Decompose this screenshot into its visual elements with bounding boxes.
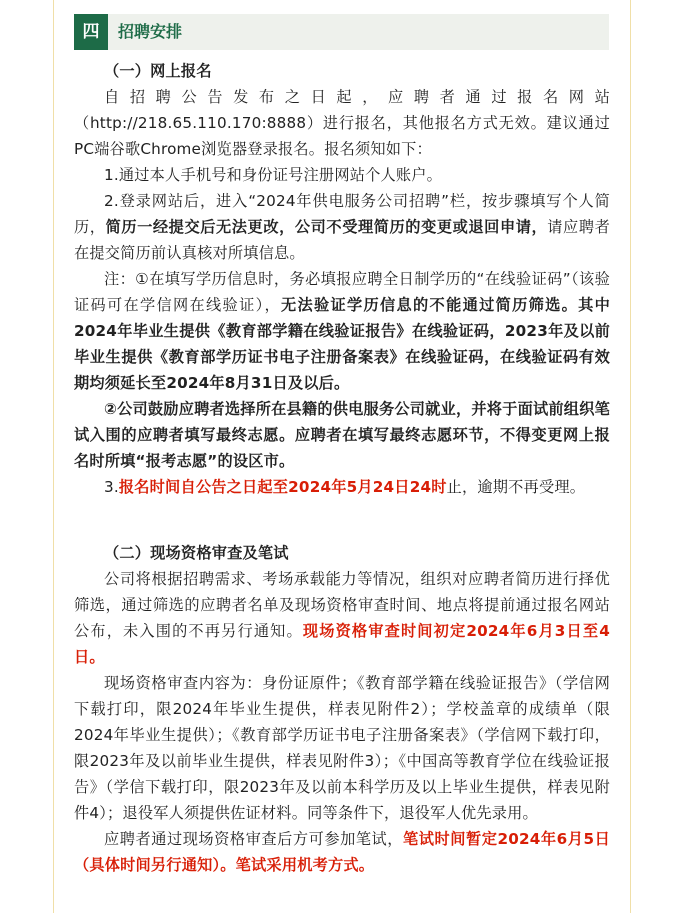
spacer bbox=[74, 526, 610, 540]
paragraph-item-2 bbox=[74, 188, 610, 266]
paragraph-note-2: ②公司鼓励应聘者选择所在县籍的供电服务公司就业，并将于面试前组织笔试入围的应聘者填写最终志愿。应聘者在填写最终志愿环节，不得变更网上报名时所填“报考志愿”的设区市。 bbox=[74, 400, 610, 470]
paragraph-note-1 bbox=[74, 266, 610, 396]
screening-text: 公司将根据招聘需求、考场承载能力等情况，组织对应聘者简历进行择优筛选，通过筛选的应聘者名单及现场资格审查时间、地点将提前通过报名网站公布，未入围的不再另行通知。 bbox=[74, 570, 610, 640]
paragraph-item-1: 1.通过本人手机号和身份证号注册网站个人账户。 bbox=[104, 166, 443, 184]
section-header bbox=[74, 14, 609, 50]
note-1-text: 注：①在填写学历信息时，务必填报应聘全日制学历的“在线验证码”（该验证码可在学信网在线验证）， bbox=[74, 270, 610, 314]
section-number-badge: 四 bbox=[74, 14, 108, 50]
paragraph-review-contents: 现场资格审查内容为：身份证原件；《教育部学籍在线验证报告》（学信网下载打印，限2024年毕业生提供，样表见附件2）；学校盖章的成绩单（限2024年毕业生提供）；《教育部学历证书电子注册备案表》（学信网下载打印，限2023年及以前毕业生提供，样表见附件3）；《中国高等教育学位在线验证报告》（学信下载打印，限2023年及以前本科学历及以上毕业生提供，样表见附件4）；退役军人须提供佐证材料。同等条件下，退役军人优先录用。 bbox=[74, 674, 610, 822]
spacer bbox=[74, 500, 610, 526]
item-2-bold: 简历一经提交后无法更改，公司不受理简历的变更或退回申请， bbox=[105, 218, 548, 236]
exam-text: 应聘者通过现场资格审查后方可参加笔试， bbox=[104, 830, 404, 848]
registration-deadline: 报名时间自公告之日起至2024年5月24日24时 bbox=[118, 478, 447, 496]
item-2-tail: 请应聘者在提交简历前认真核对所填信息。 bbox=[74, 218, 610, 262]
item-2-text: 2.登录网站后，进入“2024年供电服务公司招聘”栏，按步骤填写个人简历， bbox=[74, 192, 610, 236]
paragraph-item-3 bbox=[74, 474, 610, 500]
review-date: 现场资格审查时间初定2024年6月3日至4日。 bbox=[74, 622, 610, 666]
item-3-prefix: 3. bbox=[104, 478, 119, 496]
exam-date: 笔试时间暂定2024年6月5日（具体时间另行通知）。笔试采用机考方式。 bbox=[74, 830, 611, 874]
paragraph-screening bbox=[74, 566, 610, 670]
paragraph-registration-intro: 自招聘公告发布之日起，应聘者通过报名网站（http://218.65.110.170:8888）进行报名，其他报名方式无效。建议通过PC端谷歌Chrome浏览器登录报名。报名须知如下： bbox=[74, 88, 610, 158]
note-1-bold: 无法验证学历信息的不能通过简历筛选。其中2024年毕业生提供《教育部学籍在线验证报告》在线验证码，2023年及以前毕业生提供《教育部学历证书电子注册备案表》在线验证码，在线验证码有效期均须延长至2024年8月31日及以后。 bbox=[74, 296, 611, 392]
subheading-online-registration: （一）网上报名 bbox=[104, 62, 212, 80]
section-title: 招聘安排 bbox=[118, 22, 183, 41]
article-content bbox=[74, 58, 610, 878]
paragraph-written-exam bbox=[74, 826, 610, 878]
subheading-onsite-review: （二）现场资格审查及笔试 bbox=[104, 544, 289, 562]
item-3-tail: 止，逾期不再受理。 bbox=[446, 478, 586, 496]
